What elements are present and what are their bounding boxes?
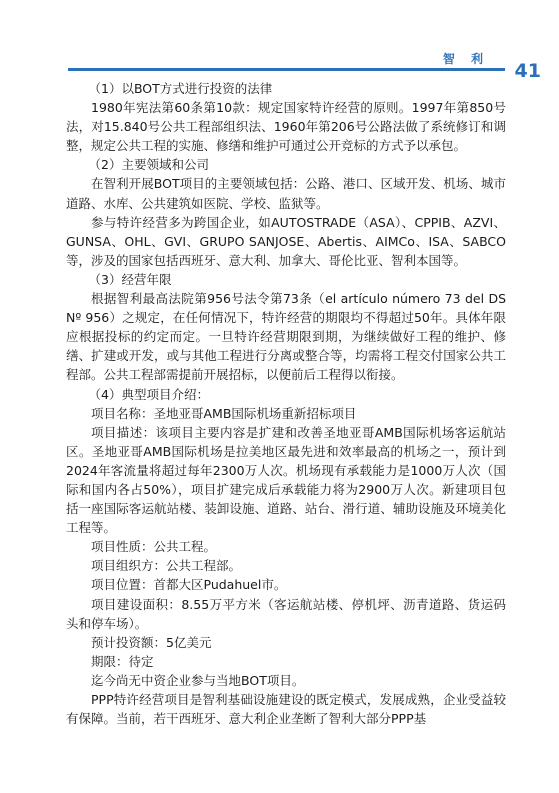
header-rule	[68, 68, 505, 71]
section-heading-operating-term: （3）经营年限	[88, 271, 172, 287]
paragraph: 根据智利最高法院第956号法令第73条（el artículo número 73 del DS Nº 956）之规定，在任何情况下，特许经营的期限均不得超过50年。具体年限应根据投标的约定而定。一旦特许经营期限到期，为继续做好工程的维护、修缮、扩建或开发，或与其他工程进行分离或整合等，均需将工程交付国家公共工程部。公共工程部需提前开展招标，以便前后工程得以衔接。	[66, 291, 506, 383]
paragraph: 项目组织方：公共工程部。	[91, 558, 242, 574]
section-heading-bot-law: （1）以BOT方式进行投资的法律	[88, 81, 273, 96]
paragraph: 1980年宪法第60条第10款：规定国家特许经营的原则。1997年第850号法，对15.840号公共工程部组织法、1960年第206号公路法做了系统修订和调整，规定公共工程的实施、修缮和维护可通过公开竞标的方式予以承包。	[66, 100, 506, 154]
section-heading-typical-project: （4）典型项目介绍：	[88, 386, 209, 402]
section-heading-fields-companies: （2）主要领域和公司	[88, 157, 209, 173]
paragraph: 项目性质：公共工程。	[91, 539, 217, 555]
body-text	[66, 79, 506, 728]
paragraph: PPP特许经营项目是智利基础设施建设的既定模式，发展成熟，企业受益较有保障。当前，若干西班牙、意大利企业垄断了智利大部分PPP基	[66, 692, 506, 727]
paragraph: 项目描述：该项目主要内容是扩建和改善圣地亚哥AMB国际机场客运航站区。圣地亚哥AMB国际机场是拉美地区最先进和效率最高的机场之一，预计到2024年客流量将超过每年2300万人次。机场现有承载能力是1000万人次（国际和国内各占50%），项目扩建完成后承载能力将为2900万人次。新建项目包括一座国际客运航站楼、装卸设施、道路、站台、滑行道、辅助设施及环境美化工程等。	[66, 424, 506, 536]
paragraph: 参与特许经营多为跨国企业，如AUTOSTRADE（ASA）、CPPIB、AZVI、GUNSA、OHL、GVI、GRUPO SANJOSE、Abertis、AIMCo、ISA、SABCO等，涉及的国家包括西班牙、意大利、加拿大、哥伦比亚、智利本国等。	[66, 214, 506, 268]
running-header-title: 智 利	[442, 52, 489, 66]
paragraph: 在智利开展BOT项目的主要领域包括：公路、港口、区域开发、机场、城市道路、水库、公共建筑如医院、学校、监狱等。	[66, 176, 506, 211]
paragraph: 期限：待定	[91, 653, 154, 669]
paragraph: 项目位置：首都大区Pudahuel市。	[91, 577, 287, 593]
paragraph: 项目建设面积：8.55万平方米（客运航站楼、停机坪、沥青道路、货运码头和停车场）。	[66, 596, 506, 631]
page-number: 41	[514, 60, 541, 82]
paragraph: 预计投资额：5亿美元	[91, 634, 212, 650]
paragraph: 迄今尚无中资企业参与当地BOT项目。	[91, 672, 305, 688]
paragraph: 项目名称：圣地亚哥AMB国际机场重新招标项目	[91, 405, 357, 421]
